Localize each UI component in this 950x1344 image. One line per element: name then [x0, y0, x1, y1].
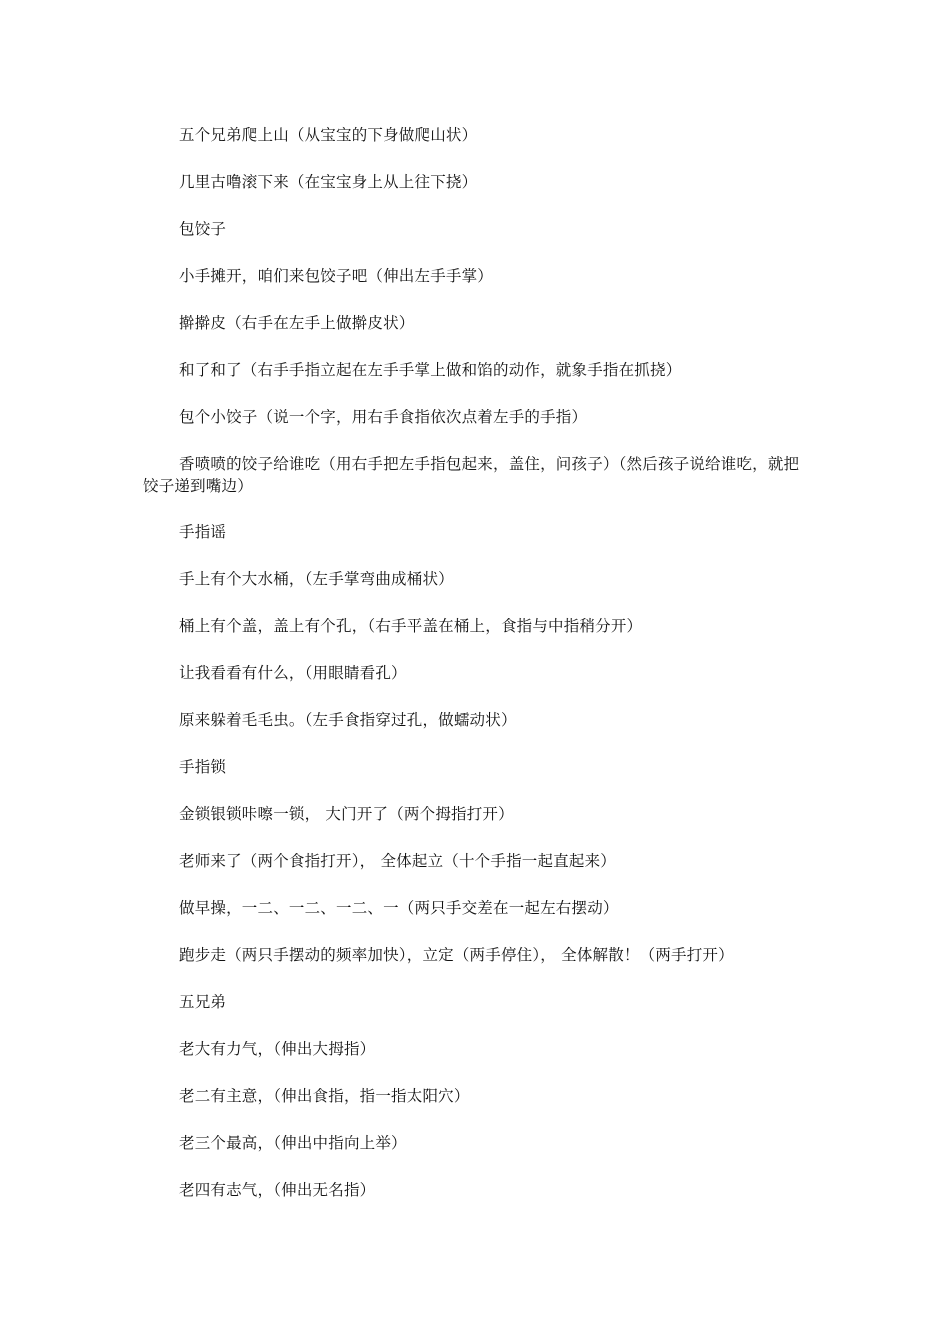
- paragraph: 做早操，一二、一二、一二、一（两只手交差在一起左右摆动）: [179, 899, 619, 917]
- paragraph: 老大有力气，（伸出大拇指）: [179, 1040, 376, 1058]
- paragraph: 手上有个大水桶，（左手掌弯曲成桶状）: [179, 570, 454, 588]
- paragraph: 和了和了（右手手指立起在左手手掌上做和馅的动作，就象手指在抓挠）: [179, 361, 682, 379]
- paragraph: 让我看看有什么，（用眼睛看孔）: [179, 664, 407, 682]
- paragraph: 几里古噜滚下来（在宝宝身上从上往下挠）: [179, 173, 478, 191]
- paragraph: 桶上有个盖，盖上有个孔，（右手平盖在桶上，食指与中指稍分开）: [179, 617, 643, 635]
- document-body: [143, 124, 813, 1226]
- section-heading: 五兄弟: [179, 993, 227, 1011]
- paragraph: 擀擀皮（右手在左手上做擀皮状）: [179, 314, 415, 332]
- paragraph: 包个小饺子（说一个字，用右手食指依次点着左手的手指）: [179, 408, 588, 426]
- section-heading: 包饺子: [179, 220, 227, 238]
- paragraph: 香喷喷的饺子给谁吃（用右手把左手指包起来，盖住，问孩子）（然后孩子说给谁吃，就把饺子递到嘴边）: [143, 455, 800, 495]
- paragraph: 老三个最高，（伸出中指向上举）: [179, 1134, 407, 1152]
- section-heading: 手指谣: [179, 523, 227, 541]
- paragraph: 老四有志气，（伸出无名指）: [179, 1181, 376, 1199]
- paragraph: 五个兄弟爬上山（从宝宝的下身做爬山状）: [179, 126, 478, 144]
- paragraph: 老师来了（两个食指打开）， 全体起立（十个手指一起直起来）: [179, 852, 616, 870]
- paragraph: 小手摊开，咱们来包饺子吧（伸出左手手掌）: [179, 267, 494, 285]
- paragraph: 老二有主意，（伸出食指，指一指太阳穴）: [179, 1087, 470, 1105]
- section-heading: 手指锁: [179, 758, 227, 776]
- paragraph: 金锁银锁咔嚓一锁， 大门开了（两个拇指打开）: [179, 805, 514, 823]
- paragraph: 跑步走（两只手摆动的频率加快），立定（两手停住）， 全体解散！（两手打开）: [179, 946, 734, 964]
- paragraph: 原来躲着毛毛虫。（左手食指穿过孔，做蠕动状）: [179, 711, 517, 729]
